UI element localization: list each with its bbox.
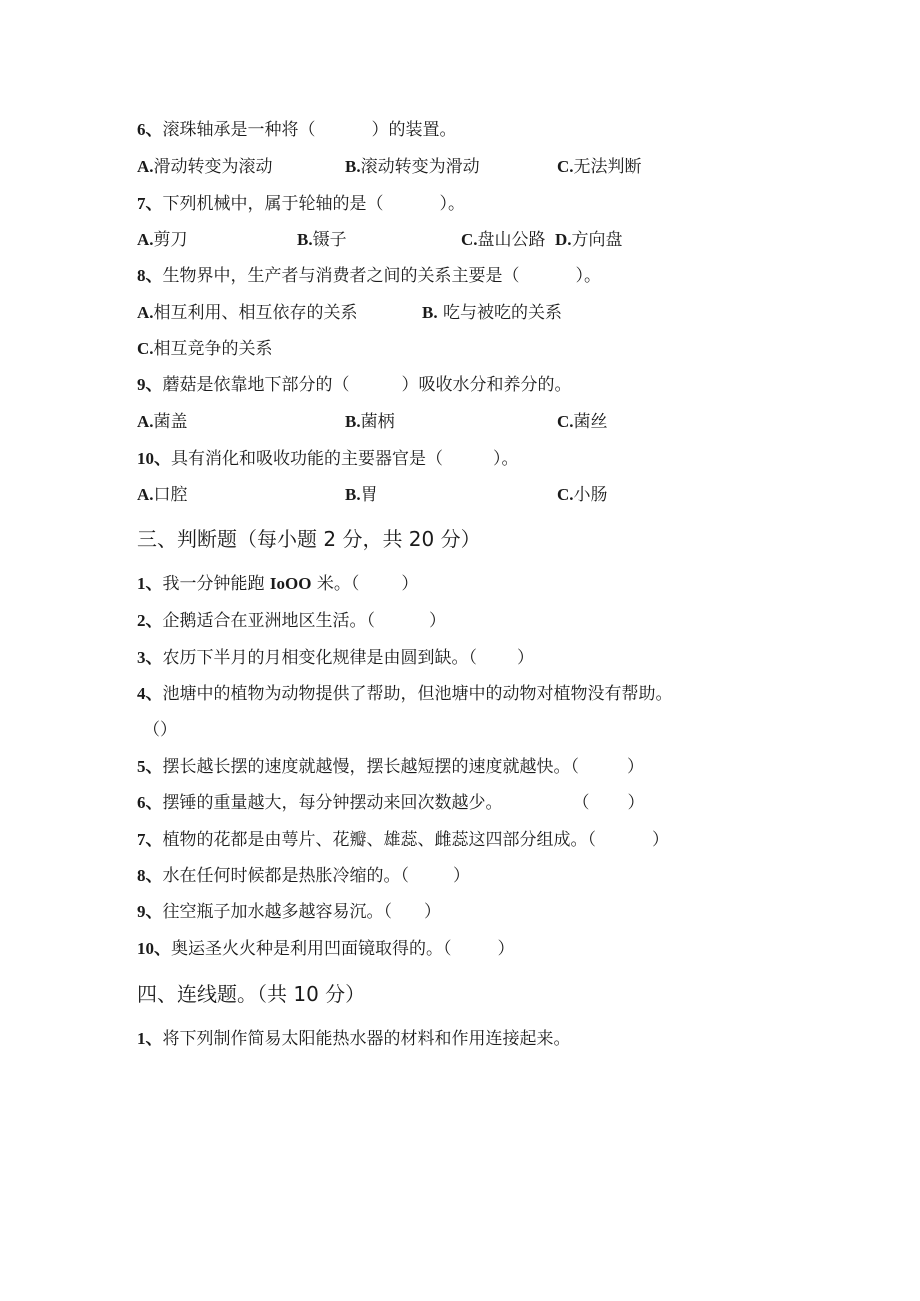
judge-3: 3、农历下半月的月相变化规律是由圆到缺。（ ） (137, 648, 534, 668)
q9-option-c: C.菌丝 (557, 412, 608, 432)
q7-option-b: B.镊子 (297, 230, 347, 250)
judge-4: 4、池塘中的植物为动物提供了帮助，但池塘中的动物对植物没有帮助。 (137, 684, 673, 704)
judge-9: 9、往空瓶子加水越多越容易沉。（ ） (137, 902, 441, 922)
q7-option-c: C.盘山公路 (461, 230, 546, 250)
judge-1: 1、我一分钟能跑 IoOO 米。（ ） (137, 574, 419, 594)
question-9: 9、蘑菇是依靠地下部分的（ ）吸收水分和养分的。 (137, 375, 572, 395)
section-3-title: 三、判断题（每小题 2 分，共 20 分） (137, 527, 481, 551)
judge-4-blank: （） (143, 720, 177, 740)
q10-option-b: B.胃 (345, 485, 378, 505)
question-8: 8、生物界中，生产者与消费者之间的关系主要是（ ）。 (137, 266, 601, 286)
q9-option-a: A.菌盖 (137, 412, 188, 432)
q10-option-a: A.口腔 (137, 485, 188, 505)
judge-2: 2、企鹅适合在亚洲地区生活。（ ） (137, 611, 446, 631)
section-4-title: 四、连线题。（共 10 分） (137, 982, 366, 1006)
judge-7: 7、植物的花都是由萼片、花瓣、雄蕊、雌蕊这四部分组成。（ ） (137, 830, 669, 850)
judge-6: 6、摆锤的重量越大，每分钟摆动来回次数越少。 （ ） (137, 793, 645, 813)
q7-option-a: A.剪刀 (137, 230, 188, 250)
q8-option-b: B. 吃与被吃的关系 (422, 303, 562, 323)
q6-option-a: A.滑动转变为滚动 (137, 157, 273, 177)
q10-option-c: C.小肠 (557, 485, 608, 505)
q9-option-b: B.菌柄 (345, 412, 395, 432)
question-6: 6、滚珠轴承是一种将（ ）的装置。 (137, 120, 457, 140)
judge-5: 5、摆长越长摆的速度就越慢，摆长越短摆的速度就越快。（ ） (137, 757, 644, 777)
q6-option-b: B.滚动转变为滑动 (345, 157, 480, 177)
q8-option-a: A.相互利用、相互依存的关系 (137, 303, 358, 323)
question-10: 10、具有消化和吸收功能的主要器官是（ ）。 (137, 449, 519, 469)
question-7: 7、下列机械中，属于轮轴的是（ ）。 (137, 194, 465, 214)
q8-option-c: C.相互竞争的关系 (137, 339, 273, 359)
q7-option-d: D.方向盘 (555, 230, 623, 250)
judge-10: 10、奥运圣火火种是利用凹面镜取得的。（ ） (137, 939, 515, 959)
q6-option-c: C.无法判断 (557, 157, 642, 177)
judge-8: 8、水在任何时候都是热胀冷缩的。（ ） (137, 866, 470, 886)
matching-question-1: 1、将下列制作简易太阳能热水器的材料和作用连接起来。 (137, 1029, 571, 1049)
